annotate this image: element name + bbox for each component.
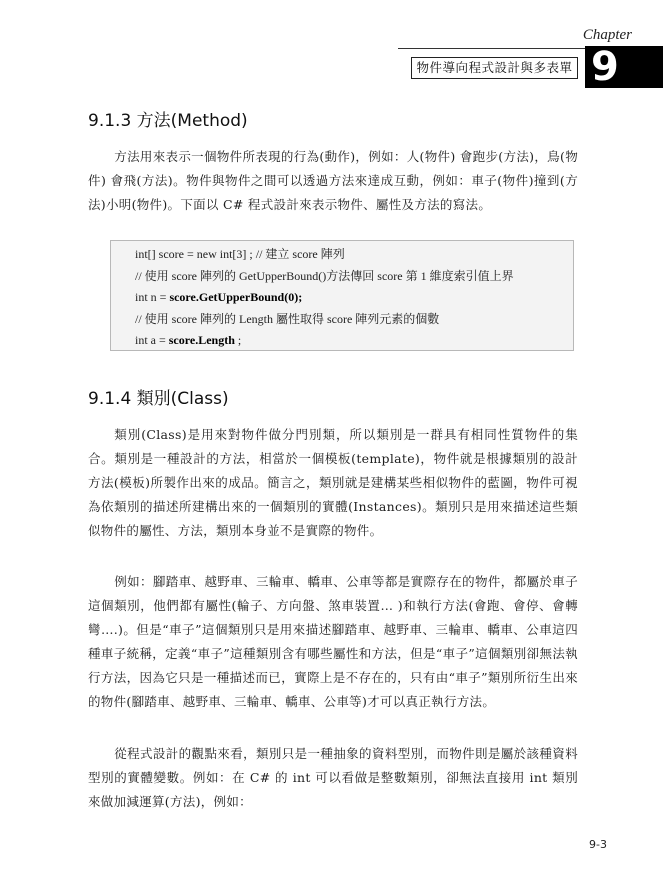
code-block	[110, 240, 574, 351]
chapter-label: Chapter	[582, 27, 632, 43]
code-line-4: // 使用 score 陣列的 Length 屬性取得 score 陣列元素的個數	[135, 311, 440, 326]
class-paragraph-2: 例如：腳踏車、越野車、三輪車、轎車、公車等都是實際存在的物件，都屬於車子這個類別，他們都有屬性(輪子、方向盤、煞車裝置… )和執行方法(會跑、會停、會轉彎….)。但是“車子”這個類別只是用來描述腳踏車、越野車、三輪車、轎車、公車這四種車子統稱，定義“車子”這種類別含有哪些屬性和方法，但是“車子”這個類別卻無法執行方法，因為它只是一種描述而已，實際上是不存在的，只有由“車子”類別所衍生出來的物件(腳踏車、越野車、三輪車、轎車、公車等)才可以真正執行方法。	[88, 574, 578, 709]
code-line-2: // 使用 score 陣列的 GetUpperBound()方法傳回 score 第 1 維度索引值上界	[135, 268, 514, 283]
code-line-5-end: ;	[234, 333, 242, 347]
code-line-5	[135, 330, 573, 352]
code-line-3-plain: int n =	[135, 290, 170, 304]
page-number: 9-3	[589, 838, 607, 851]
class-paragraph-1: 類別(Class)是用來對物件做分門別類，所以類別是一群具有相同性質物件的集合。類別是一種設計的方法，相當於一個模板(template)，物件就是根據類別的設計方法(模板)所製作出來的成品。簡言之，類別就是建構某些相似物件的藍圖，物件可視為依類別的描述所建構出來的一個類別的實體(Instances)。類別只是用來描述這些類似物件的屬性、方法，類別本身並不是實際的物件。	[88, 427, 578, 538]
code-line-1: int[] score = new int[3] ; // 建立 score 陣列	[135, 247, 345, 261]
code-line-3	[135, 287, 573, 309]
method-paragraph: 方法用來表示一個物件所表現的行為(動作)，例如：人(物件) 會跑步(方法)，鳥(物件) 會飛(方法)。物件與物件之間可以透過方法來達成互動，例如：車子(物件)撞到(方法)小明(物件)。下面以 C# 程式設計來表示物件、屬性及方法的寫法。	[88, 149, 578, 212]
chapter-title: 物件導向程式設計與多表單	[411, 57, 578, 79]
code-line-3-bold: score.GetUpperBound(0);	[169, 290, 303, 304]
chapter-number: 9	[585, 46, 663, 88]
section-heading-class: 9.1.4 類別(Class)	[88, 389, 229, 409]
class-paragraph-3: 從程式設計的觀點來看，類別只是一種抽象的資料型別，而物件則是屬於該種資料型別的實體變數。例如：在 C# 的 int 可以看做是整數類別，卻無法直接用 int 類別來做加減運算(方法)，例如：	[88, 746, 578, 809]
code-line-5-plain: int a =	[135, 333, 169, 347]
section-heading-method: 9.1.3 方法(Method)	[88, 111, 248, 131]
code-line-5-bold: score.Length	[168, 333, 235, 347]
